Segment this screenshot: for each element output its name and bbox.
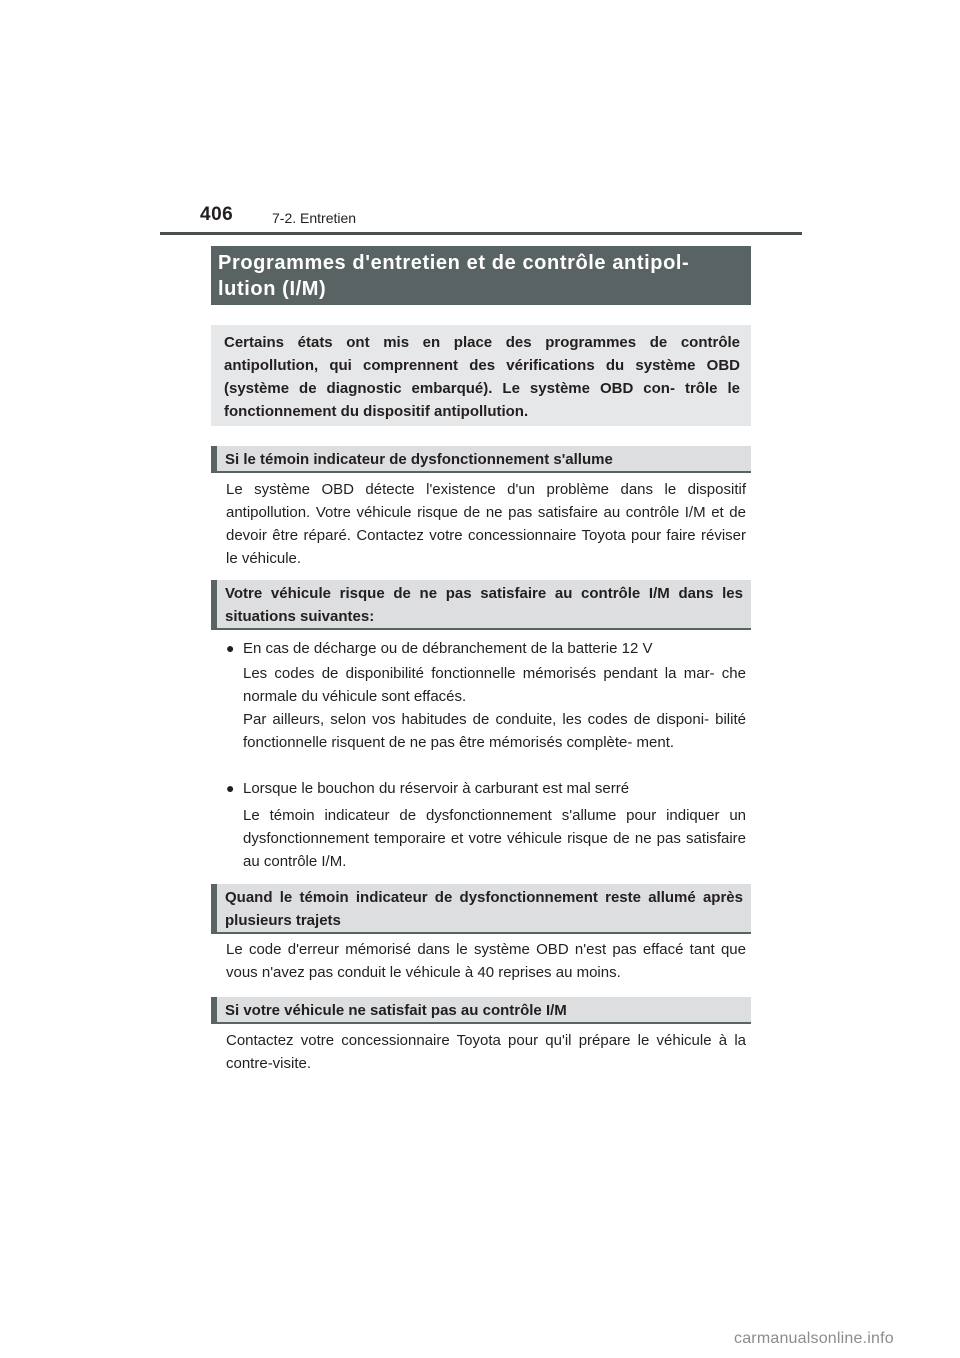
- bullet-text-fuel-cap: Le témoin indicateur de dysfonctionnement s'allume pour indiquer un dysfonctionnement temporaire et votre véhicule risque de ne pas satisfaire au contrôle I/M.: [243, 807, 746, 870]
- page-number: 406: [200, 204, 234, 225]
- bullet-icon: ●: [226, 640, 235, 656]
- bullet-item-battery: [226, 637, 746, 660]
- section-heading-failed-inspection: Si votre véhicule ne satisfait pas au contrôle I/M: [211, 997, 751, 1024]
- page-title: [211, 246, 751, 305]
- intro-box: Certains états ont mis en place des programmes de contrôle antipollution, qui comprennent des vérifications du système OBD (système de diagnostic embarqué). Le système OBD con- trôle le fonctionnement du dispositif antipollution.: [211, 325, 751, 426]
- section-body-mil-on: Le système OBD détecte l'existence d'un problème dans le dispositif antipollution. Votre véhicule risque de ne pas satisfaire au contrôle I/M et de devoir être réparé. Contactez votre concessionnaire Toyota pour faire réviser le véhicule.: [226, 481, 746, 567]
- section-body-mil-stays-on: Le code d'erreur mémorisé dans le système OBD n'est pas effacé tant que vous n'avez pas conduit le véhicule à 40 reprises au moins.: [226, 941, 746, 981]
- section-label: 7-2. Entretien: [272, 210, 357, 226]
- watermark: carmanualsonline.info: [734, 1330, 894, 1347]
- bullet-label: Lorsque le bouchon du réservoir à carburant est mal serré: [243, 780, 630, 797]
- section-heading-mil-on: Si le témoin indicateur de dysfonctionnement s'allume: [211, 446, 751, 473]
- bullet-item-fuel-cap: [226, 777, 746, 800]
- section-heading-risk-situations: Votre véhicule risque de ne pas satisfaire au contrôle I/M dans les situations suivantes:: [211, 580, 751, 630]
- bullet-icon: ●: [226, 780, 235, 796]
- bullet-text-battery-2: Par ailleurs, selon vos habitudes de conduite, les codes de disponi- bilité fonctionnelle risquent de ne pas être mémorisés complète- ment.: [243, 711, 746, 751]
- header-rule: [160, 232, 802, 235]
- page-title-line-2: lution (I/M): [218, 278, 327, 300]
- section-body-failed-inspection: Contactez votre concessionnaire Toyota pour qu'il prépare le véhicule à la contre-visite.: [226, 1032, 746, 1072]
- section-heading-mil-stays-on: Quand le témoin indicateur de dysfonctionnement reste allumé après plusieurs trajets: [211, 884, 751, 934]
- bullet-label: En cas de décharge ou de débranchement de la batterie 12 V: [243, 640, 653, 657]
- bullet-text-battery-1: Les codes de disponibilité fonctionnelle mémorisés pendant la mar- che normale du véhicule sont effacés.: [243, 665, 746, 705]
- page-title-line-1: Programmes d'entretien et de contrôle antipol-: [218, 252, 690, 274]
